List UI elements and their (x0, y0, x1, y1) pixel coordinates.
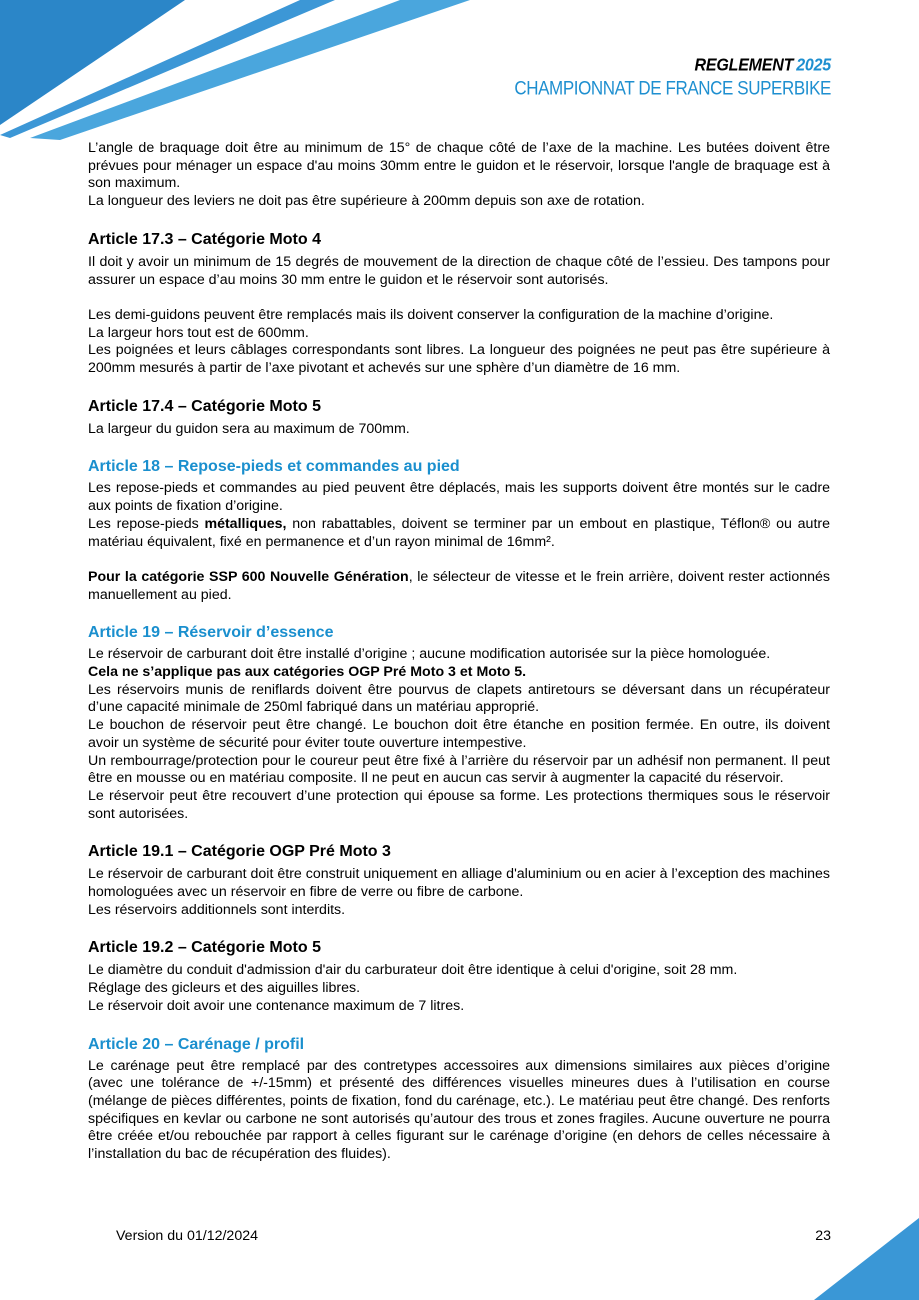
article-heading: Article 18 – Repose-pieds et commandes au pied (88, 458, 460, 476)
section-heading: Article 19.2 – Catégorie Moto 5 (88, 939, 321, 957)
paragraph: Les poignées et leurs câblages correspondants sont libres. La longueur des poignées ne peut pas être supérieure à 200mm mesurés à partir de l’axe pivotant et achevés sur une sphère d’un diamètre de 16 mm. (88, 342, 830, 377)
document-header (514, 57, 831, 99)
paragraph: Le réservoir de carburant doit être installé d’origine ; aucune modification autorisée sur la pièce homologuée. (88, 646, 771, 663)
article-heading: Article 19 – Réservoir d’essence (88, 624, 334, 642)
paragraph: Il doit y avoir un minimum de 15 degrés de mouvement de la direction de chaque côté de l’essieu. Des tampons pour assurer un espace d’au moins 30 mm entre le guidon et le réservoir sont autorisés. (88, 253, 830, 288)
article-heading: Article 20 – Carénage / profil (88, 1035, 305, 1053)
paragraph: Les demi-guidons peuvent être remplacés mais ils doivent conserver la configuration de la machine d’origine. (88, 306, 774, 323)
paragraph: Le réservoir doit avoir une contenance maximum de 7 litres. (88, 997, 465, 1014)
section-heading: Article 19.1 – Catégorie OGP Pré Moto 3 (88, 843, 391, 861)
championship-name: CHAMPIONNAT DE FRANCE SUPERBIKE (514, 77, 831, 100)
paragraph: Le réservoir peut être recouvert d’une protection qui épouse sa forme. Les protections thermiques sous le réservoir sont autorisées. (88, 787, 830, 822)
paragraph: Réglage des gicleurs et des aiguilles libres. (88, 980, 361, 997)
paragraph: La largeur hors tout est de 600mm. (88, 324, 309, 341)
paragraph: Le bouchon de réservoir peut être changé. Le bouchon doit être étanche en position fermée. En outre, ils doivent avoir un système de sécurité pour éviter toute ouverture intempestive. (88, 717, 830, 751)
paragraph: Les réservoirs munis de reniflards doivent être pourvus de clapets antiretours se déversant dans un récupérateur d’une capacité minimale de 250ml fabriqué dans un matériau approprié. (88, 681, 830, 716)
paragraph: Le réservoir de carburant doit être construit uniquement en alliage d'aluminium ou en acier à l’exception des machines homologuées avec un réservoir en fibre de verre ou fibre de carbone. (88, 866, 830, 901)
paragraph: Pour la catégorie SSP 600 Nouvelle Génération, le sélecteur de vitesse et le frein arrière, doivent rester actionnés manuellement au pied. (88, 568, 830, 603)
page-number: 23 (815, 1228, 831, 1244)
paragraph: La largeur du guidon sera au maximum de 700mm. (88, 420, 410, 437)
regulation-title: REGLEMENT 2025 (694, 55, 831, 75)
paragraph: La longueur des leviers ne doit pas être supérieure à 200mm depuis son axe de rotation. (88, 193, 645, 210)
paragraph: L’angle de braquage doit être au minimum de 15° de chaque côté de l’axe de la machine. Les butées doivent être prévues pour ménager un espace d'au moins 30mm entre le guidon et le réservoir, lorsque l'angle de braquage est à son maximum. (88, 140, 830, 192)
paragraph: Le diamètre du conduit d'admission d'air du carburateur doit être identique à celui d'origine, soit 28 mm. (88, 962, 738, 979)
paragraph: Les repose-pieds métalliques, non rabattables, doivent se terminer par un embout en plastique, Téflon® ou autre matériau équivalent, fixé en permanence et d’un rayon minimal de 16mm². (88, 515, 831, 550)
version-date: Version du 01/12/2024 (116, 1228, 258, 1244)
corner-stripes-top-left (0, 0, 480, 145)
document-body (88, 140, 830, 1164)
paragraph: Le carénage peut être remplacé par des contretypes accessoires aux dimensions similaires aux pièces d’origine (avec une tolérance de +/-15mm) et présenté des différences visuelles mineures dues à l’utilisation en course (mélange de pièces différentes, points de fixation, fond du carénage, etc.). Le matériau peut être changé. Des renforts spécifiques en kevlar ou carbone ne sont autorisés qu’autour des trous et zones fragiles. Aucune ouverture ne pourra être créée et/ou rebouchée par rapport à celles figurant sur le carénage d’origine (en dehors de celles nécessaire à l’installation du bac de récupération des fluides). (88, 1057, 830, 1163)
paragraph: Les réservoirs additionnels sont interdits. (88, 901, 346, 918)
section-heading: Article 17.3 – Catégorie Moto 4 (88, 230, 321, 248)
paragraph: Les repose-pieds et commandes au pied peuvent être déplacés, mais les supports doivent être montés sur le cadre aux points de fixation d’origine. (88, 480, 830, 515)
paragraph: Un rembourrage/protection pour le coureur peut être fixé à l’arrière du réservoir par un adhésif non permanent. Il peut être en mousse ou en matériau composite. Il ne peut en aucun cas servir à augmenter la capacité du réservoir. (88, 752, 830, 787)
section-heading: Article 17.4 – Catégorie Moto 5 (88, 397, 321, 415)
paragraph: Cela ne s’applique pas aux catégories OGP Pré Moto 3 et Moto 5. (88, 664, 527, 681)
corner-triangle-bottom-right (812, 1218, 919, 1300)
